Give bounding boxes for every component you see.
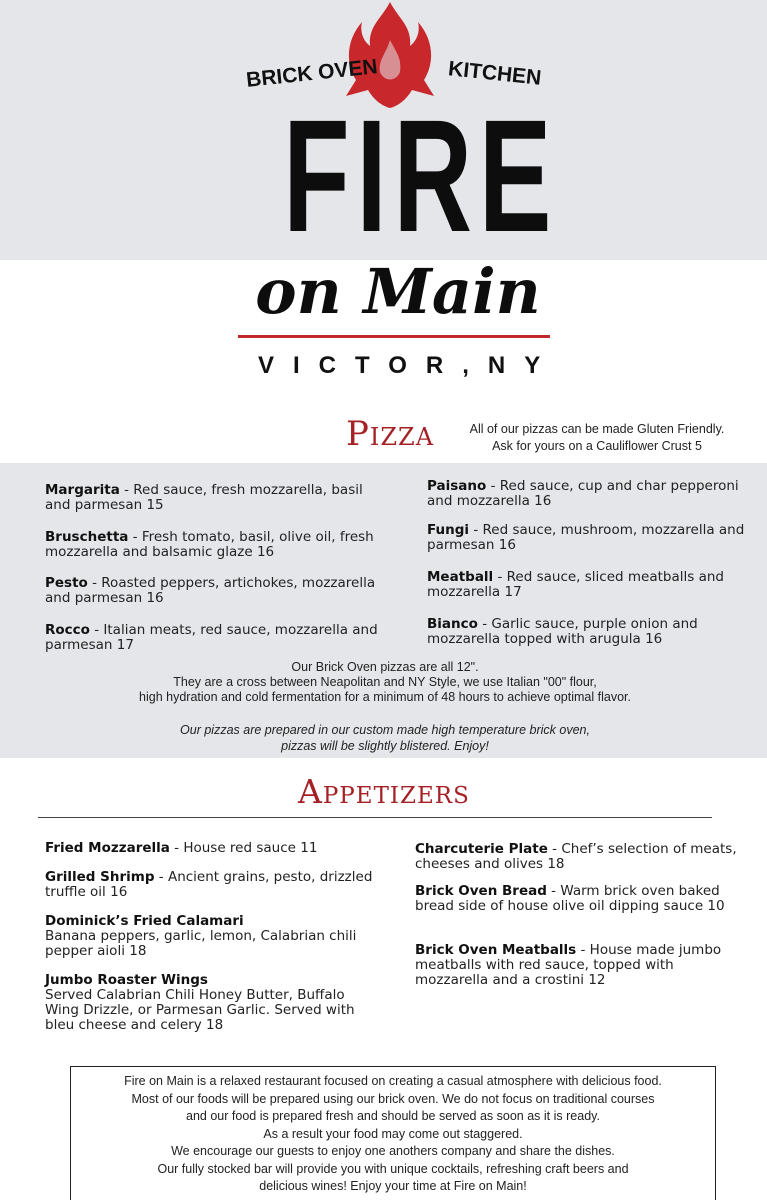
pizza-info-line: high hydration and cold fermentation for a minimum of 48 hours to achieve optimal flavor.: [139, 690, 631, 704]
item-desc: - Chef’s selection of meats, cheeses and olives 18: [415, 841, 737, 872]
menu-item: [415, 884, 745, 914]
pizza-info: [60, 660, 710, 705]
logo-on-main-text: on Main: [255, 255, 541, 328]
pizza-oven-line: pizzas will be slightly blistered. Enjoy!: [281, 739, 489, 753]
item-desc: - Red sauce, mushroom, mozzarella and parmesan 16: [427, 522, 745, 553]
menu-item: [45, 870, 375, 900]
logo-brick-oven: BRICK OVEN: [245, 55, 379, 92]
menu-item: [427, 523, 747, 553]
about-line: Fire on Main is a relaxed restaurant focused on creating a casual atmosphere with delicious food.: [124, 1074, 662, 1088]
about-line: delicious wines! Enjoy your time at Fire on Main!: [259, 1179, 527, 1193]
item-desc: Banana peppers, garlic, lemon, Calabrian chili pepper aioli 18: [45, 928, 357, 959]
about-line: Our fully stocked bar will provide you with unique cocktails, refreshing craft beers and: [157, 1161, 629, 1176]
menu-item: [45, 483, 385, 513]
item-desc: - Italian meats, red sauce, mozzarella and parmesan 17: [45, 622, 378, 653]
about-line: As a result your food may come out staggered.: [263, 1126, 523, 1141]
item-name: Jumbo Roaster Wings: [45, 972, 208, 988]
pizza-info-line: They are a cross between Neapolitan and NY Style, we use Italian "00" flour,: [173, 675, 597, 689]
item-desc: - Ancient grains, pesto, drizzled truffle oil 16: [45, 869, 373, 900]
item-name: Charcuterie Plate: [415, 841, 548, 857]
pizza-oven-note: [60, 722, 710, 754]
menu-item: [45, 914, 375, 959]
item-name: Margarita: [45, 482, 120, 498]
item-desc: - House red sauce 11: [169, 840, 318, 856]
item-name: Bruschetta: [45, 529, 129, 545]
pizza-oven-line: Our pizzas are prepared in our custom made high temperature brick oven,: [180, 723, 590, 737]
about-line: Most of our foods will be prepared using our brick oven. We do not focus on traditional courses: [131, 1091, 655, 1106]
item-name: Bianco: [427, 616, 478, 632]
menu-item: [45, 530, 385, 560]
item-name: Brick Oven Bread: [415, 883, 547, 899]
logo-location: VICTOR,NY: [258, 352, 560, 379]
item-desc: Served Calabrian Chili Honey Butter, Buffalo Wing Drizzle, or Parmesan Garlic. Served with bleu cheese and celery 18: [45, 987, 355, 1033]
item-name: Brick Oven Meatballs: [415, 942, 577, 958]
item-name: Fried Mozzarella: [45, 840, 170, 856]
about-text: [70, 1073, 716, 1196]
item-name: Meatball: [427, 569, 494, 585]
item-desc: - House made jumbo meatballs with red sauce, topped with mozzarella and a crostini 12: [415, 942, 722, 988]
menu-item: [427, 479, 747, 509]
item-name: Grilled Shrimp: [45, 869, 155, 885]
item-desc: - Roasted peppers, artichokes, mozzarella and parmesan 16: [45, 575, 376, 606]
item-name: Dominick’s Fried Calamari: [45, 913, 244, 929]
item-name: Fungi: [427, 522, 470, 538]
item-desc: - Red sauce, fresh mozzarella, basil and parmesan 15: [45, 482, 363, 513]
pizza-info-line: Our Brick Oven pizzas are all 12".: [291, 660, 479, 674]
menu-item: [415, 943, 745, 988]
pizza-note-line: Ask for yours on a Cauliflower Crust 5: [492, 439, 702, 453]
item-desc: - Red sauce, sliced meatballs and mozzarella 17: [427, 569, 724, 600]
about-line: We encourage our guests to enjoy one anothers company and share the dishes.: [171, 1144, 615, 1158]
logo-kitchen: KITCHEN: [447, 57, 543, 90]
menu-item: [427, 617, 747, 647]
logo-divider: [238, 335, 550, 338]
item-desc: - Garlic sauce, purple onion and mozzarella topped with arugula 16: [427, 616, 698, 647]
appetizers-section-title: Appetizers: [298, 772, 470, 811]
item-name: Pesto: [45, 575, 88, 591]
menu-item: [45, 623, 385, 653]
appetizers-divider: [38, 817, 712, 818]
item-desc: - Fresh tomato, basil, olive oil, fresh mozzarella and balsamic glaze 16: [45, 529, 374, 560]
pizza-note-line: All of our pizzas can be made Gluten Friendly.: [469, 422, 725, 436]
pizza-section-title: Pizza: [346, 414, 435, 454]
item-name: Rocco: [45, 622, 90, 638]
menu-item: [45, 841, 375, 856]
menu-item: [45, 576, 385, 606]
pizza-gluten-note: [452, 421, 742, 455]
logo-fire-text: FIRE: [283, 86, 559, 265]
menu-item: [415, 842, 745, 872]
menu-item: [427, 570, 747, 600]
about-line: and our food is prepared fresh and should be served as soon as it is ready.: [186, 1109, 600, 1123]
item-desc: - Warm brick oven baked bread side of house olive oil dipping sauce 10: [415, 883, 725, 914]
menu-item: [45, 973, 375, 1033]
item-desc: - Red sauce, cup and char pepperoni and mozzarella 16: [427, 478, 739, 509]
item-name: Paisano: [427, 478, 487, 494]
